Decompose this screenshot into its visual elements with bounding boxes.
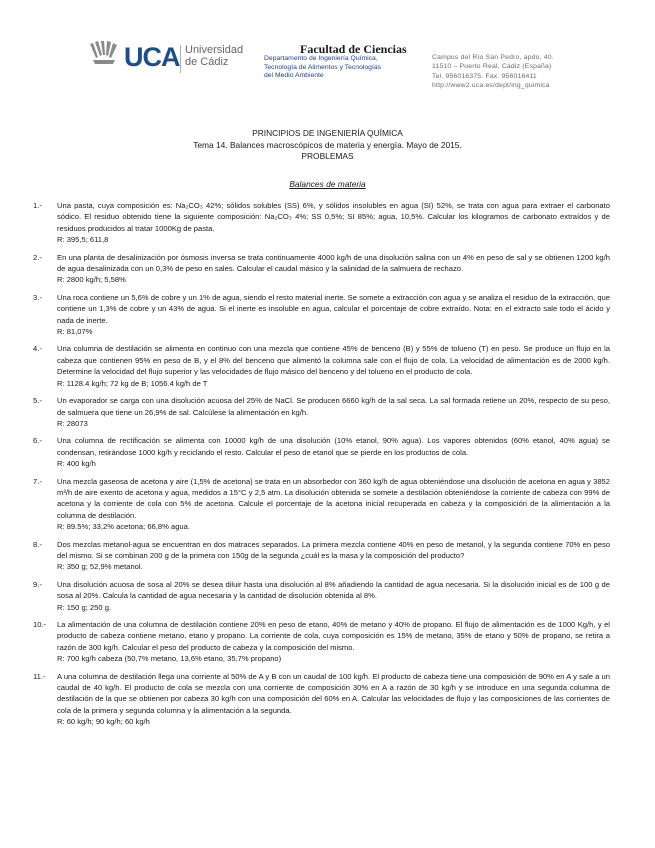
contact-phone: Tel. 956016375. Fax. 956016411 <box>432 72 537 80</box>
problem-number: 5.- <box>33 396 42 406</box>
problem-number: 9.- <box>33 579 42 589</box>
problem-item <box>33 671 610 728</box>
problem-answer: R: 2800 kg/h; 5,58% <box>57 275 126 285</box>
logo-text: UCA <box>124 42 180 72</box>
contact-url: http://www2.uca.es/dept/ing_quimica <box>432 82 550 90</box>
problem-item <box>33 200 610 246</box>
problem-text: Una pasta, cuya composición es: Na₂CO₃ 42%; sólidos solubles (SS) 6%, y sólidos insolubles en agua (SI) 52%, se trata con agua para extraer el carbonato sódico. El residuo obtenido tiene la siguiente composición: Na₂CO₃ 4%; SS 0,5%; SI 85%; agua, 10,5%. Calcular los kilogramos de carbonato extraídos y de residuos producidos al tratar 1000Kg de pasta. <box>57 201 610 233</box>
problem-number: 11.- <box>33 671 46 681</box>
contact-city: 11510 – Puerto Real, Cádiz (España) <box>432 63 552 71</box>
problem-text: Un evaporador se carga con una disolución acuosa del 25% de NaCl. Se producen 6660 kg/h de la sal seca. La sal formada retiene un 20%, respecto de su peso, de salmuera que tiene un 26,9% de sal. Calcúlese la alimentación en kg/h. <box>57 396 610 417</box>
problem-item <box>33 292 610 338</box>
letterhead <box>0 36 655 96</box>
problem-text: La alimentación de una columna de destilación contiene 20% en peso de etano, 40% de metano y 40% de propano. El flujo de alimentación es de 1000 Kg/h, y el producto de cabeza contiene metano, etano y propano. La corriente de cola, cuya composición es 15% de metano, 35% de etano y 50% de propano, se retira a razón de 300 kg/h. Calcular el peso del producto de cabeza y la composición del mismo. <box>57 620 610 652</box>
problem-item <box>33 343 610 389</box>
problem-number: 3.- <box>33 292 42 302</box>
problem-text: Una columna de rectificación se alimenta con 10000 kg/h de una disolución (10% etanol, 90% agua). Los vapores obtenidos (60% etanol, 40% agua) se condensan, retirándose 1000 kg/h y reciclando el resto. Calcular el peso de etanol que se pierde en los productos de cola. <box>57 436 610 457</box>
problem-item <box>33 476 610 533</box>
problems-heading: PROBLEMAS <box>301 151 354 162</box>
section-heading <box>0 179 655 189</box>
problem-text: Una disolución acuosa de sosa al 20% se desea diluir hasta una disolución al 8% añadiendo la cantidad de agua necesaria. Si la disolución inicial es de 100 g de sosa al 20%. Calcula la cantidad de agua necesaria y la cantidad de disolución obtenida al 8%. <box>57 579 610 601</box>
problem-answer: R: 400 kg/h <box>57 459 96 469</box>
contact-info <box>432 53 554 91</box>
problem-text: Una roca contiene un 5,6% de cobre y un 1% de agua, siendo el resto material inerte. Se somete a extracción con agua y se analiza el residuo de la extracción, que contiene un 1,3% de cobre y un 43% de agua. Si el inerte es insoluble en agua, calcular el porcentaje de cobre extraído. Nota: en el extracto sale todo el ácido y nada de inerte. <box>57 292 610 325</box>
problem-answer: R: 350 g; 52,9% metanol. <box>57 562 143 572</box>
problem-text: A una columna de destilación llega una corriente al 50% de A y B con un caudal de 100 kg/h. El producto de cabeza tiene una composición de 90% en A y sale a un caudal de 40 kg/h. El producto de cola se mezcla con una corriente de composición 30% en A a razón de 30 kg/h y se introduce en una segunda columna de destilación de la que se obtienen por cabeza 30 kg/h con una composición del 60% en A. Calcular las velocidades de flujo y las composiciones de las corrientes de cola de la primera y segunda columna y la alimentación a la segunda. <box>57 671 610 715</box>
problem-item <box>33 435 610 469</box>
document-title <box>0 128 655 163</box>
problem-item <box>33 252 610 286</box>
logo-university-name <box>185 44 243 68</box>
problem-answer: R: 395,5; 611,8 <box>57 235 109 245</box>
problem-number: 8.- <box>33 539 42 549</box>
problem-answer: R: 28073 <box>57 418 88 428</box>
department-name <box>264 55 381 81</box>
course-title: PRINCIPIOS DE INGENIERÍA QUÍMICA <box>252 128 403 138</box>
problem-number: 1.- <box>33 201 42 210</box>
problem-answer: R: 700 kg/h cabeza (50,7% metano, 13,6% etano, 35,7% propano) <box>57 654 282 664</box>
problem-text: Una columna de destilación se alimenta en continuo con una mezcla que contiene 45% de benceno (B) y 55% de tolueno (T) en peso. Se produce un flujo en la cabeza que contienen 95% en peso de B, y el 8% del benceno que alimentó la columna sale con el flujo de cola. La velocidad de alimentación es de 2000 kg/h. Determine la velocidad del flujo superior y las velocidades de flujo másico del benceno y del tolueno en el producto de cola. <box>57 344 610 377</box>
logo-university-line: de Cádiz <box>185 56 229 68</box>
topic-title: Tema 14. Balances macroscópicos de materia y energía. Mayo de 2015. <box>193 139 462 150</box>
problem-text: Dos mezclas metanol-agua se encuentran en dos matraces separados. La primera mezcla contiene 40% en peso de metanol, y la segunda contiene 70% en peso del mismo. Si se combinan 200 g de la primera con 150g de la segunda ¿cuál es la masa y la composición del producto? <box>57 539 610 560</box>
problem-number: 10.- <box>33 620 47 629</box>
logo-university-line: Universidad <box>185 44 244 56</box>
contact-address: Campus del Río San Pedro, apdo. 40. <box>432 54 554 61</box>
problem-item <box>33 579 610 613</box>
problem-answer: R: 89.5%; 33,2% acetona; 66,8% agua. <box>57 522 190 532</box>
department-line: Departamento de Ingeniería Química, <box>264 55 378 62</box>
problem-answer: R: 60 kg/h; 90 kg/h; 60 kg/h <box>57 717 150 727</box>
problem-item <box>33 395 610 429</box>
problem-text: En una planta de desalinización por ósmosis inversa se trata continuamente 4000 kg/h de una disolución salina con un 4% en peso de sal y se obtienen 1200 kg/h de agua desalinizada con un 0,3% de peso en sales. Calcular el caudal másico y la salinidad de la salmuera de rechazo. <box>57 252 610 274</box>
problem-answer: R: 150 g; 250 g. <box>57 602 112 612</box>
problem-item <box>33 619 610 665</box>
logo-divider <box>180 45 181 73</box>
problem-number: 2.- <box>33 252 42 262</box>
problem-number: 4.- <box>33 344 42 354</box>
department-line: Tecnología de Alimentos y Tecnologías <box>264 63 382 71</box>
problem-list <box>33 200 610 734</box>
problem-text: Una mezcla gaseosa de acetona y aire (1,5% de acetona) se trata en un absorbedor con 360 kg/h de agua obteniéndose una disolución de acetona en agua y 3852 m³/h de aire exento de acetona y agua, medidos a 15°C y 2,5 atm. La disolución obtenida se somete a destilación obteniéndose la corriente de cabeza con 99% de acetona y la corriente de cola con 5% de acetona. Calcule el porcentaje de la acetona inicial recuperada en cabeza y la composición de la alimentación a la columna de destilación. <box>57 476 610 520</box>
faculty-title: Facultad de Ciencias <box>300 42 407 56</box>
section-title: Balances de materia <box>289 179 366 189</box>
university-emblem-icon <box>88 40 120 68</box>
problem-answer: R: 1128.4 kg/h; 72 kg de B; 1056.4 kg/h de T <box>57 378 208 388</box>
problem-number: 7.- <box>33 476 42 486</box>
problem-answer: R: 81,07% <box>57 327 93 337</box>
problem-number: 6.- <box>33 436 42 446</box>
problem-item <box>33 539 610 573</box>
department-line: del Medio Ambiente <box>264 72 324 80</box>
